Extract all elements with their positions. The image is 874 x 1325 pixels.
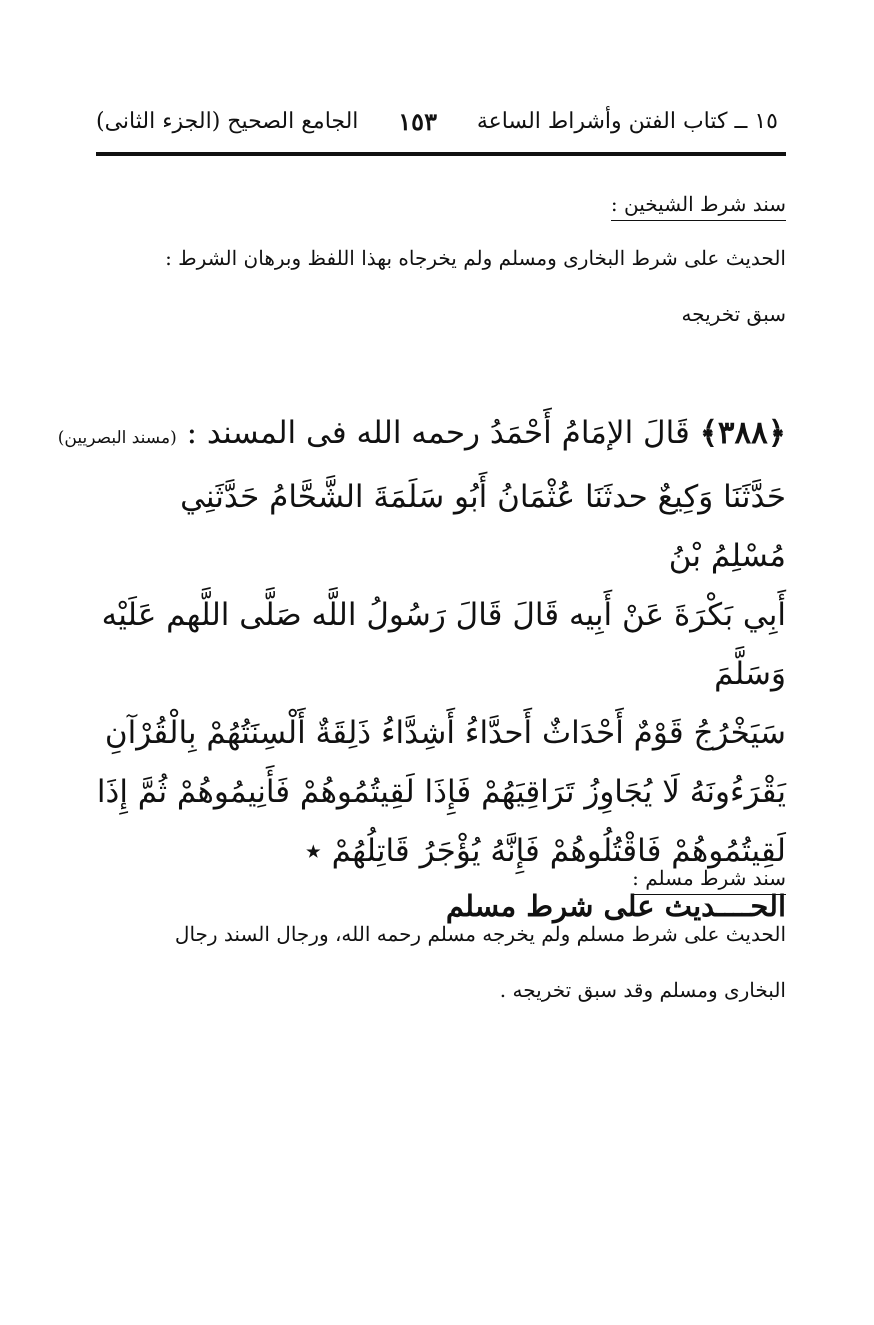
hadith-text-line: لَقِيتُمُوهُمْ فَاقْتُلُوهُمْ فَإِنَّهُ يُؤْجَرُ قَاتِلُهُمْ ٭	[304, 833, 786, 869]
hadith-source: (مسند البصريين)	[57, 428, 177, 448]
hadith-number: ﴿٣٨٨﴾	[699, 415, 786, 451]
header-divider	[96, 152, 786, 156]
section-text: البخارى ومسلم وقد سبق تخريجه .	[499, 978, 786, 1002]
page-header	[96, 97, 778, 145]
header-book-title: الجامع الصحيح (الجزء الثانى)	[96, 108, 359, 134]
page-number: ١٥٣	[398, 106, 437, 136]
section-shaykhayn	[96, 192, 786, 342]
hadith-intro-line	[57, 404, 786, 468]
section-heading: سند شرط مسلم :	[632, 866, 786, 895]
section-text: الحديث على شرط البخارى ومسلم ولم يخرجاه بهذا اللفظ وبرهان الشرط :	[165, 246, 786, 270]
hadith-block	[57, 404, 786, 923]
hadith-intro: قَالَ الإمَامُ أَحْمَدُ رحمه الله فى المسند :	[186, 415, 690, 451]
section-text: الحديث على شرط مسلم ولم يخرجه مسلم رحمه الله، ورجال السند رجال	[174, 922, 786, 946]
hadith-text-line: سَيَخْرُجُ قَوْمٌ أَحْدَاثٌ أَحدَّاءُ أَشِدَّاءُ ذَلِقَةٌ أَلْسِنَتُهُمْ بِالْقُرْآنِ	[104, 715, 786, 751]
hadith-verdict: الحــــديث على شرط مسلم	[445, 889, 786, 923]
section-text: سبق تخريجه	[681, 302, 786, 326]
section-muslim	[96, 866, 786, 1018]
section-heading: سند شرط الشيخين :	[611, 192, 786, 221]
header-chapter-title: ١٥ ــ كتاب الفتن وأشراط الساعة	[476, 108, 778, 134]
hadith-text-line: يَقْرَءُونَهُ لَا يُجَاوِزُ تَرَاقِيَهُمْ فَإِذَا لَقِيتُمُوهُمْ فَأَنِيمُوهُمْ ثُمَّ إِذَا	[96, 774, 786, 810]
hadith-text-line: أَبِي بَكْرَةَ عَنْ أَبِيه قَالَ قَالَ رَسُولُ اللَّه صَلَّى اللَّهم عَلَيْه وَسَلَّمَ	[101, 597, 786, 692]
hadith-text-line: حَدَّثَنَا وَكِيعٌ حدثَنَا عُثْمَانُ أَبُو سَلَمَةَ الشَّحَّامُ حَدَّثَنِي مُسْلِمُ بْنُ	[180, 479, 786, 574]
